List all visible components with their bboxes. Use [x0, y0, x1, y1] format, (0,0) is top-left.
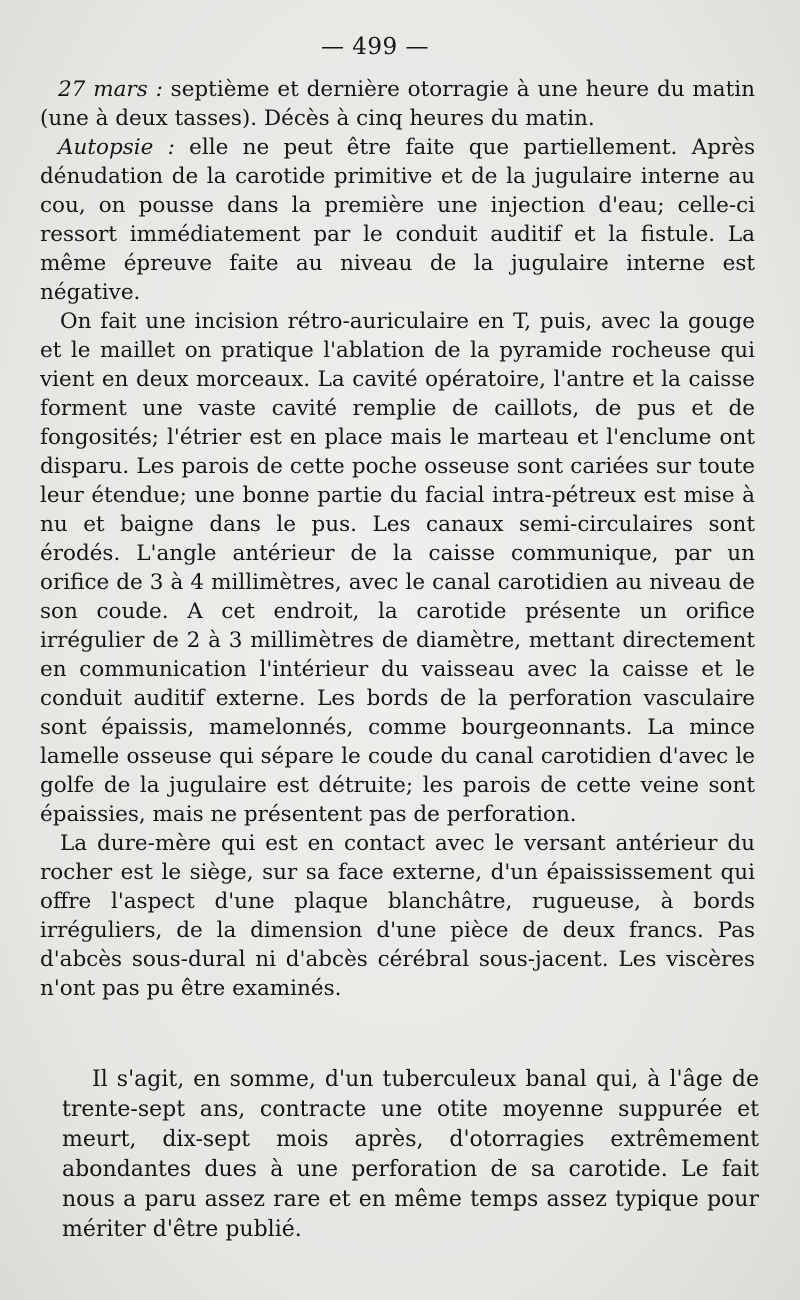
- date-lead: 27 mars :: [58, 77, 163, 102]
- paragraph-date-entry: [40, 75, 755, 133]
- paragraph-text: elle ne peut être faite que partiellement. Après dénudation de la carotide primitive et de la jugulaire interne au cou, on pousse dans la première une injection d'eau; celle-ci ressort immédiatement par le conduit auditif et la fistule. La même épreuve faite au niveau de la jugulaire interne est négative.: [40, 135, 755, 305]
- paragraph-autopsy: [40, 133, 755, 307]
- conclusion-section: [62, 1065, 759, 1245]
- paragraph-text: septième et dernière otorragie à une heure du matin (une à deux tasses). Décès à cinq heures du matin.: [40, 77, 755, 131]
- paragraph-incision: On fait une incision rétro-auriculaire en T, puis, avec la gouge et le maillet on pratique l'ablation de la pyramide rocheuse qui vient en deux morceaux. La cavité opératoire, l'antre et la caisse forment une vaste cavité remplie de caillots, de pus et de fongosités; l'étrier est en place mais le marteau et l'enclume ont disparu. Les parois de cette poche osseuse sont cariées sur toute leur étendue; une bonne partie du facial intra-pétreux est mise à nu et baigne dans le pus. Les canaux semi-circulaires sont érodés. L'angle antérieur de la caisse communique, par un orifice de 3 à 4 millimètres, avec le canal carotidien au niveau de son coude. A cet endroit, la carotide présente un orifice irrégulier de 2 à 3 millimètres de diamètre, mettant directement en communication l'intérieur du vaisseau avec la caisse et le conduit auditif externe. Les bords de la perforation vasculaire sont épaissis, mamelonnés, comme bourgeonnants. La mince lamelle osseuse qui sépare le coude du canal carotidien d'avec le golfe de la jugulaire est détruite; les parois de cette veine sont épaissies, mais ne présentent pas de perforation.: [40, 309, 755, 827]
- page-number: — 499 —: [320, 34, 430, 60]
- autopsy-lead: Autopsie :: [58, 135, 175, 160]
- paragraph-conclusion: Il s'agit, en somme, d'un tuberculeux banal qui, à l'âge de trente-sept ans, contracte une otite moyenne suppurée et meurt, dix-sept mois après, d'otorragies extrêmement abondantes dues à une perforation de sa carotide. Le fait nous a paru assez rare et en même temps assez typique pour mériter d'être publié.: [62, 1067, 759, 1242]
- autopsy-report-section: [40, 75, 755, 1003]
- paragraph-dura-mater: La dure-mère qui est en contact avec le versant antérieur du rocher est le siège, sur sa face externe, d'un épaississement qui offre l'aspect d'une plaque blanchâtre, rugueuse, à bords irréguliers, de la dimension d'une pièce de deux francs. Pas d'abcès sous-dural ni d'abcès cérébral sous-jacent. Les viscères n'ont pas pu être examinés.: [40, 831, 755, 1001]
